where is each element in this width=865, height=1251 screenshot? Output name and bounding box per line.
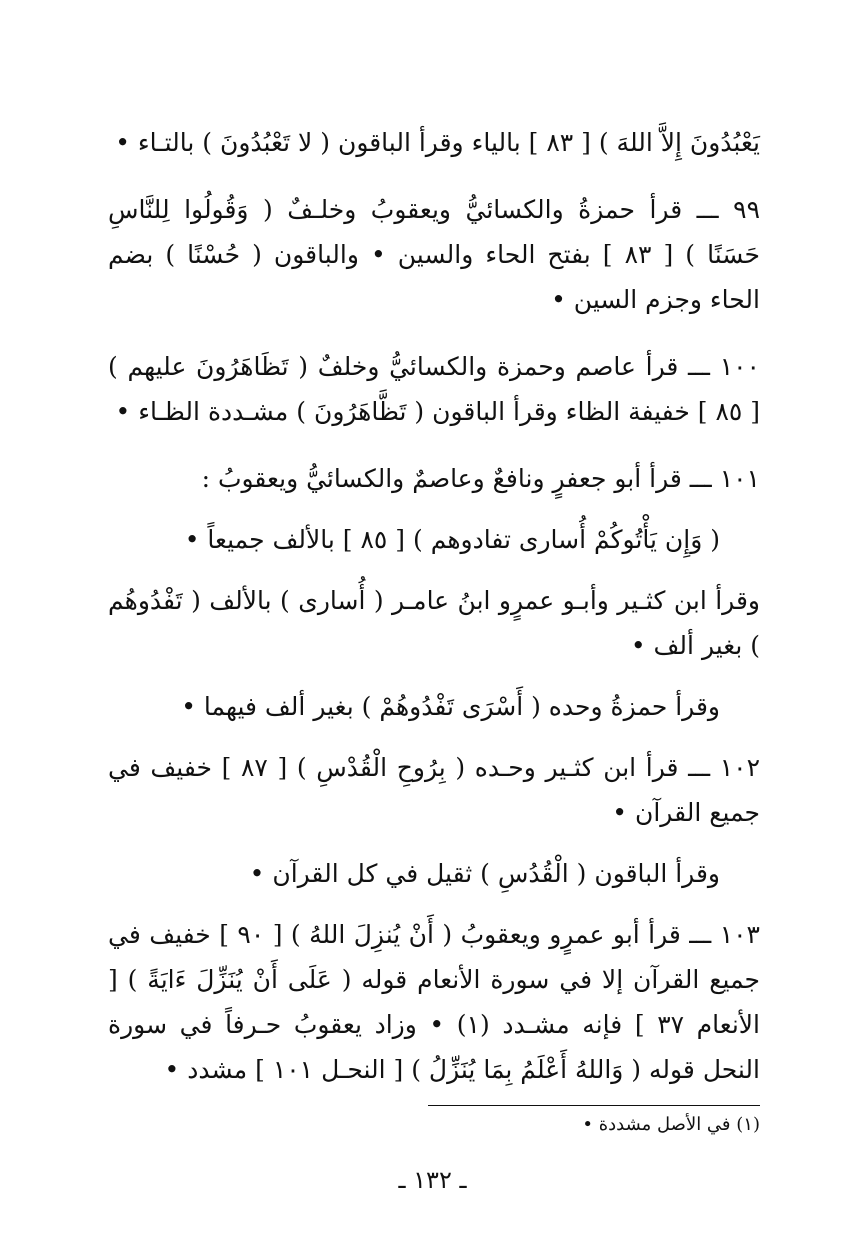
page-number: ـ ١٣٢ ـ: [398, 1166, 467, 1194]
footnote-divider: [428, 1105, 760, 1106]
paragraph-103: ١٠٣ ـــ قرأ أبو عمرٍو ويعقوبُ ( أَنْ يُنزِلَ اللهُ ) [ ٩٠ ] خفيف في جميع القرآن إلا في سورة الأنعام قوله ( عَلَى أَنْ يُنَزِّلَ ءَايَةً ) [ الأنعام ٣٧ ] فإنه مشـدد (١) • وزاد يعقوبُ حـرفاً في سورة النحل قوله ( وَاللهُ أَعْلَمُ بِمَا يُنَزِّلُ ) [ النحـل ١٠١ ] مشدد •: [108, 920, 761, 1084]
footnote: (١) في الأصل مشددة •: [582, 1114, 760, 1135]
paragraph-101-verse: ( وَإِن يَأْتُوكُمْ أُسارى تفادوهم ) [ ٨٥ ] بالألف جميعاً •: [184, 525, 720, 554]
paragraph-99: ٩٩ ـــ قرأ حمزةُ والكسائيُّ ويعقوبُ وخلـفٌ ( وَقُولُوا لِلنَّاسِ حَسَنًا ) [ ٨٣ ] بفتح الحاء والسين • والباقون ( حُسْنًا ) بضم الحاء وجزم السين •: [108, 195, 761, 314]
paragraph-101: ١٠١ ـــ قرأ أبو جعفرٍ ونافعٌ وعاصمٌ والكسائيُّ ويعقوبُ :: [201, 464, 760, 493]
paragraph-100: ١٠٠ ـــ قرأ عاصم وحمزة والكسائيُّ وخلفٌ ( تَظَاهَرُونَ عليهم ) [ ٨٥ ] خفيفة الظاء وقرأ الباقون ( تَظَّاهَرُونَ ) مشـددة الظـاء •: [108, 352, 760, 426]
paragraph-102-others: وقرأ الباقون ( الْقُدُسِ ) ثقيل في كل القرآن •: [249, 859, 720, 888]
paragraph-101-hamza: وقرأ حمزةُ وحده ( أَسْرَى تَفْدُوهُمْ ) بغير ألف فيهما •: [181, 692, 720, 721]
paragraph-intro: يَعْبُدُونَ إِلاَّ اللهَ ) [ ٨٣ ] بالياء وقرأ الباقون ( لا تَعْبُدُونَ ) بالتـاء •: [115, 128, 760, 157]
main-text: [108, 120, 760, 1114]
paragraph-102: ١٠٢ ـــ قرأ ابن كثـير وحـده ( بِرُوحِ الْقُدْسِ ) [ ٨٧ ] خفيف في جميع القرآن •: [108, 753, 761, 827]
paragraph-101-ibn-kathir: وقرأ ابن كثـير وأبـو عمرٍو ابنُ عامـر ( أُسارى ) بالألف ( تَفْدُوهُم ) بغير ألف •: [108, 586, 760, 660]
